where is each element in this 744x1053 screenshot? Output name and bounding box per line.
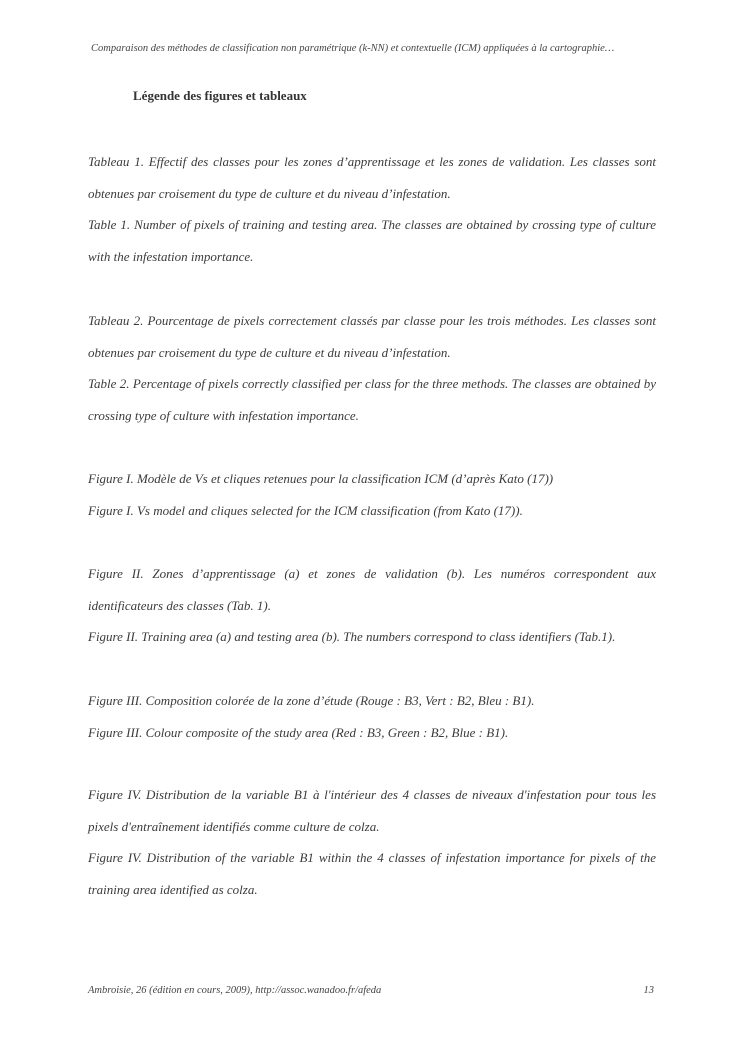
caption-table-2-fr: Tableau 2. Pourcentage de pixels correctement classés par classe pour les trois méthodes. Les classes sont obtenues par croisement du type de culture et du niveau d’infestation.: [88, 313, 656, 360]
caption-figure-1-fr: Figure I. Modèle de Vs et cliques retenues pour la classification ICM (d’après Kato (17)): [88, 471, 554, 486]
caption-figure-2-fr: Figure II. Zones d’apprentissage (a) et zones de validation (b). Les numéros correspondent aux identificateurs des classes (Tab. 1).: [88, 566, 656, 613]
caption-figure-4-fr: Figure IV. Distribution de la variable B1 à l'intérieur des 4 classes de niveaux d'infestation pour tous les pixels d'entraînement identifiés comme culture de colza.: [88, 787, 656, 834]
running-header: Comparaison des méthodes de classification non paramétrique (k-NN) et contextuelle (ICM) appliquées à la cartographie…: [91, 43, 615, 54]
caption-figure-2: [88, 558, 656, 653]
caption-figure-3: [88, 685, 656, 748]
caption-figure-1: [88, 463, 656, 526]
caption-figure-2-en: Figure II. Training area (a) and testing area (b). The numbers correspond to class identifiers (Tab.1).: [88, 629, 616, 644]
caption-figure-4-en: Figure IV. Distribution of the variable B1 within the 4 classes of infestation importance for pixels of the training area identified as colza.: [88, 850, 656, 897]
footer-citation: Ambroisie, 26 (édition en cours, 2009), http://assoc.wanadoo.fr/afeda: [88, 985, 382, 996]
caption-table-1: [88, 146, 656, 272]
running-footer: [88, 985, 654, 996]
section-heading: Légende des figures et tableaux: [133, 88, 307, 103]
caption-table-2: [88, 305, 656, 431]
caption-figure-3-en: Figure III. Colour composite of the study area (Red : B3, Green : B2, Blue : B1).: [88, 724, 509, 740]
caption-figure-3-fr: Figure III. Composition colorée de la zone d’étude (Rouge : B3, Vert : B2, Bleu : B1).: [88, 693, 535, 708]
caption-table-2-en: Table 2. Percentage of pixels correctly classified per class for the three methods. The classes are obtained by crossing type of culture with infestation importance.: [88, 376, 656, 423]
caption-figure-1-en: Figure I. Vs model and cliques selected for the ICM classification (from Kato (17)).: [88, 502, 523, 518]
caption-figure-4: [88, 779, 656, 905]
caption-table-1-fr: Tableau 1. Effectif des classes pour les zones d’apprentissage et les zones de validation. Les classes sont obtenues par croisement du type de culture et du niveau d’infestation.: [88, 154, 656, 201]
page-number: 13: [643, 985, 654, 996]
caption-table-1-en: Table 1. Number of pixels of training and testing area. The classes are obtained by crossing type of culture with the infestation importance.: [88, 217, 656, 264]
